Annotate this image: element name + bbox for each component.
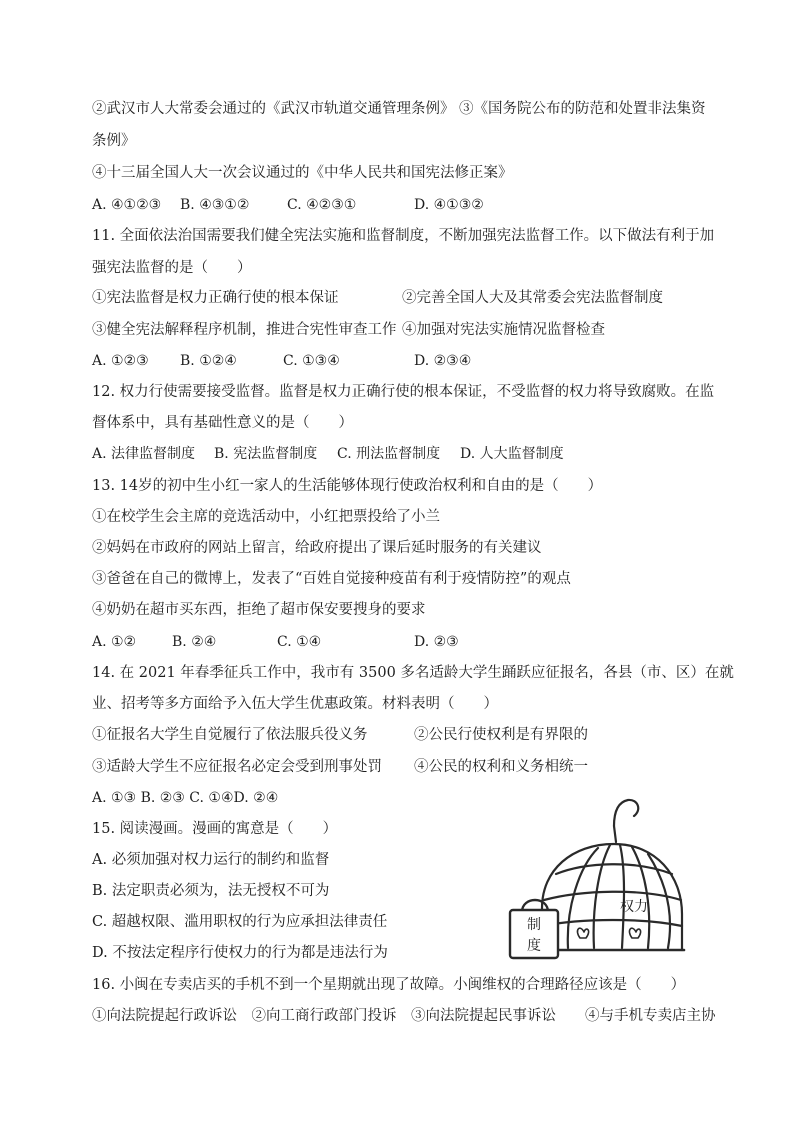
q11-option-d[interactable]: D. ②③④ [414,353,472,369]
q13-option-b[interactable]: B. ②④ [172,634,217,650]
q14-item-3: ③适龄大学生不应征报名必定会受到刑事处罚 [92,759,382,775]
q11-stem-line-2: 强宪法监督的是（ ） [92,260,252,276]
q14-options[interactable]: A. ①③ B. ②③ C. ①④D. ②④ [92,790,279,806]
q11-option-b[interactable]: B. ①②④ [180,353,237,369]
q10-option-c[interactable]: C. ④②③① [287,197,357,213]
cartoon-label-system-2: 度 [527,938,541,954]
q13-option-c[interactable]: C. ①④ [277,634,322,650]
q12-stem-line-2: 督体系中，具有基础性意义的是（ ） [92,415,353,431]
q13-item-2: ②妈妈在市政府的网站上留言，给政府提出了课后延时服务的有关建议 [92,540,542,556]
q12-stem-line-1: 12. 权力行使需要接受监督。监督是权力正确行使的根本保证，不受监督的权力将导致腐败。在监 [92,384,715,400]
q14-stem-line-1: 14. 在 2021 年春季征兵工作中，我市有 3500 多名适龄大学生踊跃应征报名，各县（市、区）在就 [92,665,734,681]
q11-option-a[interactable]: A. ①②③ [92,353,149,369]
q11-item-1: ①宪法监督是权力正确行使的根本保证 [92,290,339,306]
q11-option-c[interactable]: C. ①③④ [283,353,340,369]
q10-item-4: ④十三届全国人大一次会议通过的《中华人民共和国宪法修正案》 [92,165,513,181]
q13-item-3: ③爸爸在自己的微博上，发表了“百姓自觉接种疫苗有利于疫情防控”的观点 [92,571,571,587]
q13-option-d[interactable]: D. ②③ [414,634,459,650]
q15-stem: 15. 阅读漫画。漫画的寓意是（ ） [92,821,338,837]
q12-option-b[interactable]: B. 宪法监督制度 [214,446,318,462]
q14-item-1: ①征报名大学生自觉履行了依法服兵役义务 [92,727,368,743]
q14-item-4: ④公民的权利和义务相统一 [414,759,588,775]
q11-item-4: ④加强对宪法实施情况监督检查 [402,322,605,338]
q11-stem-line-1: 11. 全面依法治国需要我们健全宪法实施和监督制度，不断加强宪法监督工作。以下做法有利于加 [92,228,715,244]
q11-item-3: ③健全宪法解释程序机制，推进合宪性审查工作 [92,322,397,338]
q13-item-1: ①在校学生会主席的竞选活动中，小红把票投给了小兰 [92,509,440,525]
q15-option-a[interactable]: A. 必须加强对权力运行的制约和监督 [92,852,330,868]
cartoon-birdcage-image [486,790,686,962]
q10-option-a[interactable]: A. ④①②③ [92,197,162,213]
q10-option-b[interactable]: B. ④③①② [180,197,250,213]
q15-option-d[interactable]: D. 不按法定程序行使权力的行为都是违法行为 [92,945,388,961]
q13-stem: 13. 14岁的初中生小红一家人的生活能够体现行使政治权利和自由的是（ ） [92,478,603,494]
q12-option-d[interactable]: D. 人大监督制度 [460,446,564,462]
q14-stem-line-2: 业、招考等多方面给予入伍大学生优惠政策。材料表明（ ） [92,696,498,712]
q13-option-a[interactable]: A. ①② [92,634,137,650]
q12-option-c[interactable]: C. 刑法监督制度 [337,446,441,462]
q16-stem: 16. 小闽在专卖店买的手机不到一个星期就出现了故障。小闽维权的合理路径应该是（ ） [92,977,686,993]
q16-items: ①向法院提起行政诉讼 ②向工商行政部门投诉 ③向法院提起民事诉讼 ④与手机专卖店主协 [92,1008,716,1024]
q11-item-2: ②完善全国人大及其常委会宪法监督制度 [402,290,663,306]
q10-item-3a: ③《国务院公布的防范和处置非法集资 [459,101,706,117]
cartoon-label-system-1: 制 [527,917,541,933]
q10-item-2: ②武汉市人大常委会通过的《武汉市轨道交通管理条例》 [92,101,455,117]
q14-item-2: ②公民行使权利是有界限的 [414,727,588,743]
cartoon-label-power: 权力 [620,899,648,915]
q13-item-4: ④奶奶在超市买东西，拒绝了超市保安要搜身的要求 [92,602,426,618]
q10-item-3b: 条例》 [92,133,136,149]
q12-option-a[interactable]: A. 法律监督制度 [92,446,196,462]
q15-option-b[interactable]: B. 法定职责必须为，法无授权不可为 [92,883,330,899]
q15-option-c[interactable]: C. 超越权限、滥用职权的行为应承担法律责任 [92,914,388,930]
q10-option-d[interactable]: D. ④①③② [414,197,484,213]
